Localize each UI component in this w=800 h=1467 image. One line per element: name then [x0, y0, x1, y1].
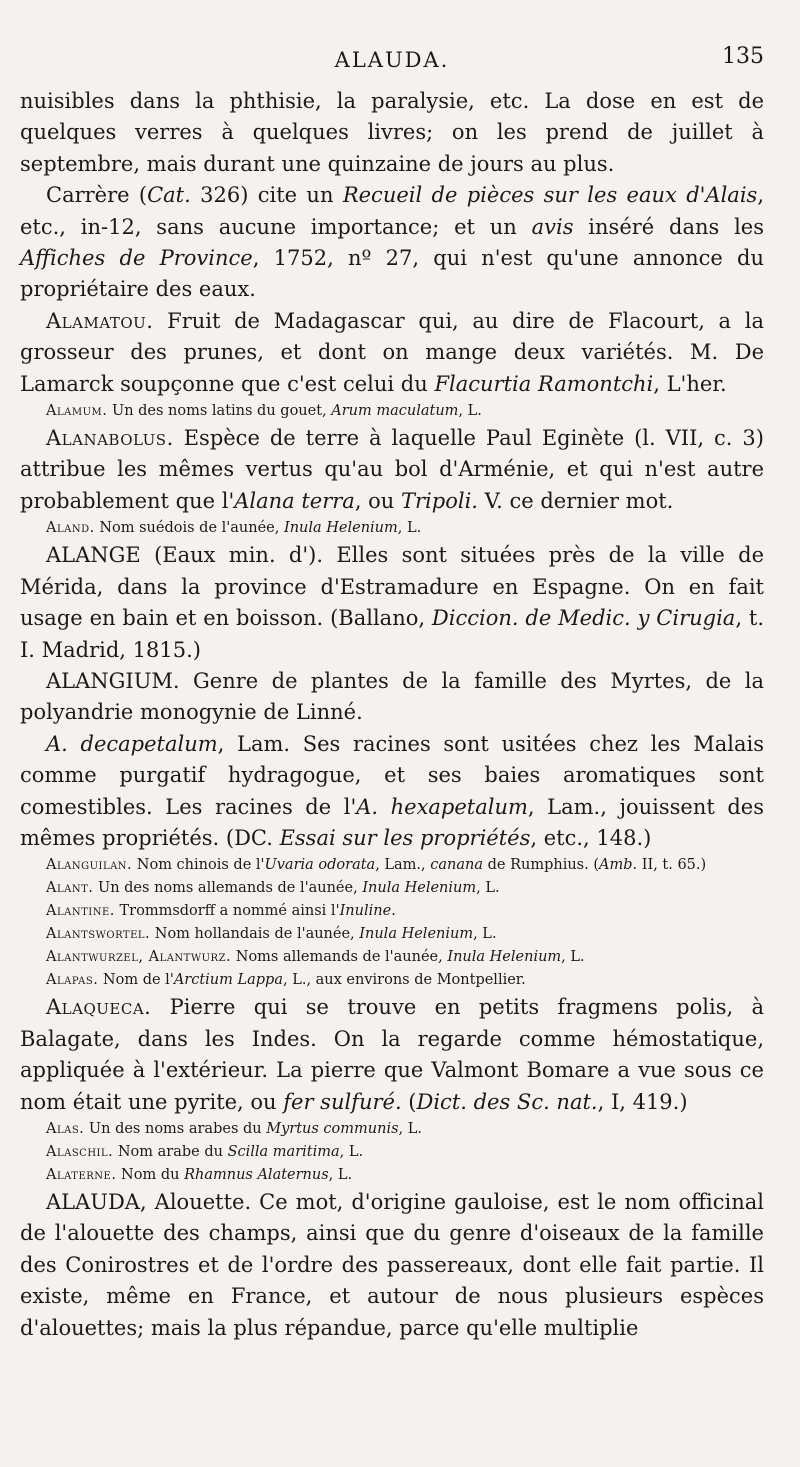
entry-headword: ALANGE: [46, 543, 141, 568]
running-head: ALAUDA.: [334, 48, 450, 72]
text: , etc., 148.): [530, 825, 652, 850]
italic-text: Inula Helenium: [359, 926, 474, 943]
text: , L.: [458, 403, 482, 420]
text: Nom chinois de l': [132, 857, 265, 874]
text: , L.: [476, 880, 500, 897]
italic-text: avis: [531, 214, 574, 239]
text: Nom du: [116, 1166, 185, 1183]
entry-alanguilan: [20, 854, 764, 877]
text: II, t. 65.): [637, 857, 707, 874]
entry-headword: Alantwurzel, Alantwurz.: [46, 949, 232, 966]
italic-text: Amb.: [599, 857, 638, 874]
text: , Lam.,: [375, 857, 431, 874]
entry-headword: Alamum.: [46, 403, 108, 420]
text: Nom suédois de l'aunée,: [94, 520, 284, 537]
italic-text: Diccion. de Medic. y Cirugia: [431, 606, 736, 631]
entry-alaschil: [20, 1141, 764, 1164]
entry-alamum: [20, 400, 764, 423]
entry-headword: Alant.: [46, 880, 94, 897]
entry-carrere: [20, 180, 764, 306]
entry-headword: Alaqueca.: [46, 995, 152, 1020]
entry-headword: Alantswortel.: [46, 926, 151, 943]
entry-alaterne: [20, 1164, 764, 1187]
text: , L.: [328, 1166, 353, 1183]
entry-alange: [20, 540, 764, 666]
page-number: 135: [722, 44, 764, 69]
text: Nom hollandais de l'aunée,: [150, 926, 360, 943]
entry-headword: Aland.: [46, 520, 95, 537]
italic-text: Inuline.: [339, 903, 396, 920]
entry-headword: Alamatou.: [46, 308, 154, 333]
entry-headword: Alanguilan.: [46, 857, 133, 874]
text: Carrère (: [46, 183, 148, 208]
entry-headword: Alaterne.: [46, 1166, 117, 1183]
text: , t. I. Madrid, 1815.): [20, 606, 765, 662]
text: Pierre qui se trouve en petits fragmens polis, à Balagate, dans les Indes. On la regarde comme hémostatique, appliquée à l'extérieur. La pierre que Valmont Bomare a vue sous ce nom était une pyrite, ou: [20, 995, 764, 1114]
text: , L.: [398, 1120, 422, 1137]
text: (Eaux min. d'). Elles sont situées près de la ville de Mérida, dans la province d'Estramadure en Espagne. On en fait usage en bain et en boisson. (Ballano,: [20, 543, 764, 631]
text: V. ce dernier mot.: [477, 488, 674, 513]
italic-text: Scilla maritima: [227, 1143, 340, 1160]
italic-text: A. hexapetalum: [356, 794, 528, 819]
text: , Lam. Ses racines sont usitées chez les Malais comme purgatif hydragogue, et ses baies aromatiques sont comestibles. Les racines de l': [20, 731, 764, 819]
text: nuisibles dans la phthisie, la paralysie, etc. La dose en est de quelques verres à quelques livres; on les prend de juillet à septembre, mais durant une quinzaine de jours au plus.: [20, 89, 764, 176]
entry-alantine: [20, 900, 764, 923]
text: , L.: [339, 1143, 364, 1160]
italic-text: Dict. des Sc. nat.: [416, 1089, 598, 1114]
italic-text: Arctium Lappa: [173, 972, 283, 989]
entry-alauda: [20, 1187, 764, 1344]
text: , L.: [397, 520, 422, 537]
text: , L'her.: [653, 371, 727, 396]
text: (: [401, 1089, 417, 1114]
italic-text: Inula Helenium: [447, 949, 562, 966]
entry-headword: ALAUDA: [46, 1189, 140, 1214]
text: Nom arabe du: [113, 1143, 228, 1160]
text: , etc., in-12, sans aucune importance; et un: [20, 183, 764, 239]
text: de Rumphius. (: [483, 857, 599, 874]
entry-headword: ALANGIUM.: [46, 668, 180, 693]
text: , Alouette. Ce mot, d'origine gauloise, est le nom officinal de l'alouette des champs, ainsi que du genre d'oiseaux de la famille des Conirostres et de l'ordre des passereaux, dont elle fait partie. Il existe, même en France, et autour de nous plusieurs espèces d'alouettes; mais la plus répandue, parce qu'elle multiplie: [20, 1189, 764, 1340]
italic-text: Alana terra: [234, 488, 355, 513]
italic-text: Arum maculatum: [331, 403, 459, 420]
entry-alaqueca: [20, 992, 764, 1118]
text: , I, 419.): [597, 1089, 688, 1114]
italic-text: A. decapetalum: [46, 731, 218, 756]
entry-headword: Alantine.: [46, 903, 115, 920]
text: 326) cite un: [190, 183, 343, 208]
italic-text: Inula Helenium: [362, 880, 477, 897]
page-body: [20, 86, 764, 1344]
italic-text: Flacurtia Ramontchi: [434, 371, 654, 396]
italic-text: Recueil de pièces sur les eaux d'Alais: [342, 183, 758, 208]
text: Un des noms arabes du: [84, 1120, 267, 1137]
entry-alangium: [20, 666, 764, 729]
italic-text: canana: [430, 857, 483, 874]
text: inséré dans les: [573, 214, 764, 239]
entry-alantswortel: [20, 923, 764, 946]
entry-aland: [20, 517, 764, 540]
text: Un des noms latins du gouet,: [107, 403, 332, 420]
italic-text: Rhamnus Alaternus: [184, 1166, 329, 1183]
text: Genre de plantes de la famille des Myrtes, de la polyandrie monogynie de Linné.: [20, 668, 764, 725]
text: , L.: [473, 926, 497, 943]
entry-alant: [20, 877, 764, 900]
italic-text: fer sulfuré.: [283, 1089, 402, 1114]
entry-headword: Alas.: [46, 1120, 85, 1137]
italic-text: Uvaria odorata: [264, 857, 376, 874]
entry-headword: Alanabolus.: [46, 426, 174, 451]
entry-continuation: [20, 86, 764, 180]
italic-text: Affiches de Province: [20, 246, 253, 271]
entry-alas: [20, 1118, 764, 1141]
text: Noms allemands de l'aunée,: [231, 949, 448, 966]
entry-alanabolus: [20, 423, 764, 517]
entry-decapetalum: [20, 729, 764, 855]
text: Trommsdorff a nommé ainsi l': [114, 903, 340, 920]
text: , L.: [561, 949, 585, 966]
italic-text: Cat.: [147, 183, 191, 208]
italic-text: Tripoli.: [401, 488, 478, 513]
text: Nom de l': [98, 972, 174, 989]
italic-text: Inula Helenium: [283, 520, 398, 537]
italic-text: Essai sur les propriétés: [279, 825, 531, 850]
text: , L., aux environs de Montpellier.: [282, 972, 526, 989]
text: Un des noms allemands de l'aunée,: [93, 880, 363, 897]
text: Fruit de Madagascar qui, au dire de Flacourt, a la grosseur des prunes, et dont on mange deux variétés. M. De Lamarck soupçonne que c'est celui du: [20, 308, 764, 396]
text: , 1752, nº 27, qui n'est qu'une annonce du propriétaire des eaux.: [20, 246, 764, 302]
entry-headword: Alaschil.: [46, 1143, 114, 1160]
italic-text: Myrtus communis: [266, 1120, 399, 1137]
text: Espèce de terre à laquelle Paul Eginète (l. VII, c. 3) attribue les mêmes vertus qu'au bol d'Arménie, et qui n'est autre probablement que l': [20, 426, 764, 513]
text: , Lam., jouissent des mêmes propriétés. (DC.: [20, 794, 764, 850]
entry-headword: Alapas.: [46, 972, 99, 989]
page-header: [20, 44, 764, 84]
entry-alamatou: [20, 306, 764, 400]
text: , ou: [354, 488, 402, 513]
entry-alantwurzel: [20, 946, 764, 969]
entry-alapas: [20, 969, 764, 992]
